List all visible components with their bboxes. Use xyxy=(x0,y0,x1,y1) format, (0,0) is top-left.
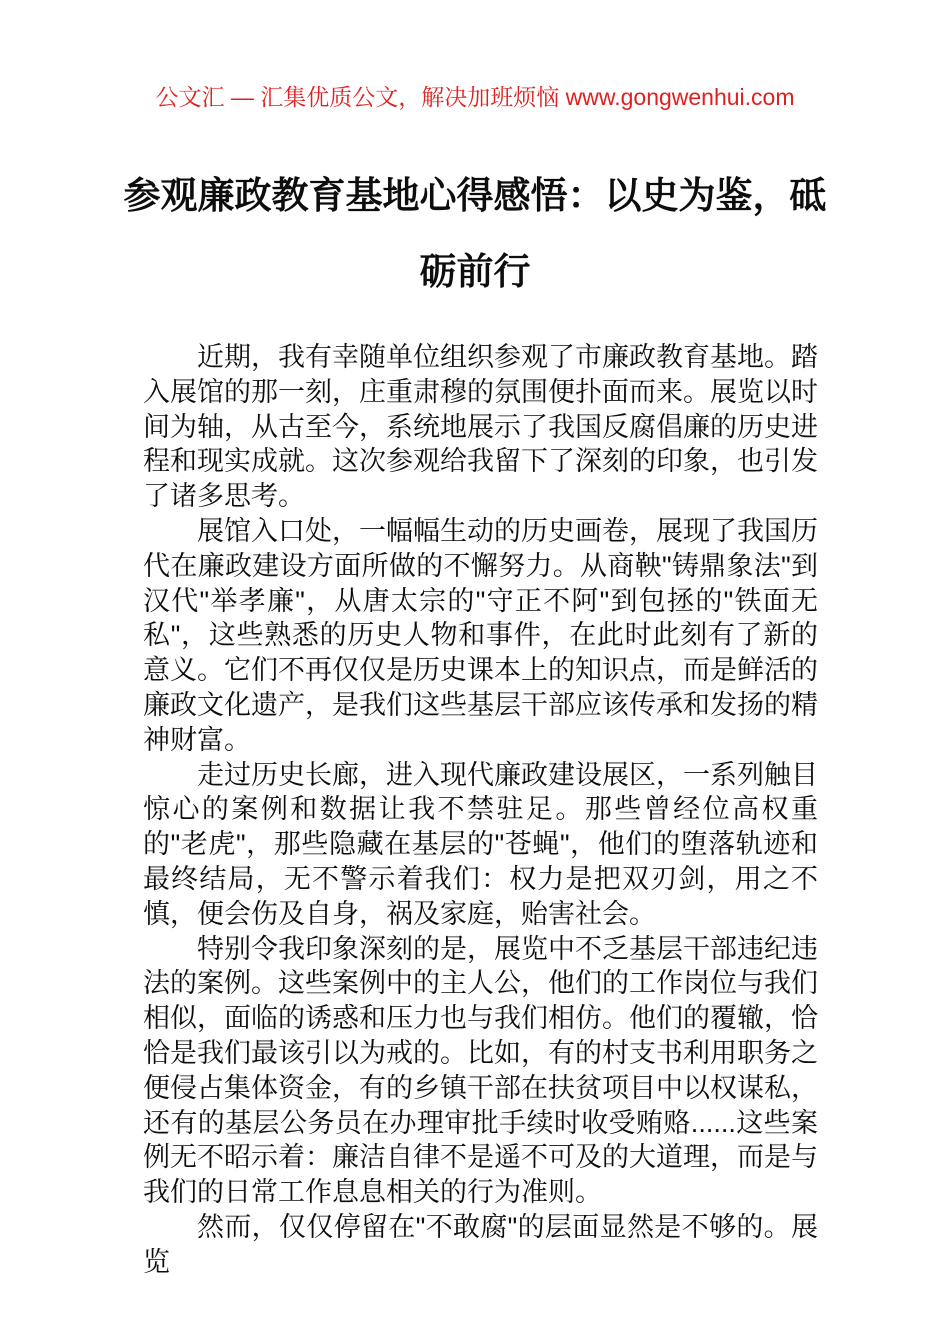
body-paragraph: 特别令我印象深刻的是，展览中不乏基层干部违纪违法的案例。这些案例中的主人公，他们的工作岗位与我们相似，面临的诱惑和压力也与我们相仿。他们的覆辙，恰恰是我们最该引以为戒的。比如，有的村支书利用职务之便侵占集体资金，有的乡镇干部在扶贫项目中以权谋私，还有的基层公务员在办理审批手续时收受贿赂......这些案例无不昭示着：廉洁自律不是遥不可及的大道理，而是与我们的日常工作息息相关的行为准则。 xyxy=(143,933,818,1208)
site-banner: 公文汇 — 汇集优质公文，解决加班烦恼 www.gongwenhui.com xyxy=(155,84,795,110)
body-paragraph: 近期，我有幸随单位组织参观了市廉政教育基地。踏入展馆的那一刻，庄重肃穆的氛围便扑面而来。展览以时间为轴，从古至今，系统地展示了我国反腐倡廉的历史进程和现实成就。这次参观给我留下了深刻的印象，也引发了诸多思考。 xyxy=(143,342,818,512)
body-paragraph: 走过历史长廊，进入现代廉政建设展区，一系列触目惊心的案例和数据让我不禁驻足。那些曾经位高权重的"老虎"，那些隐藏在基层的"苍蝇"，他们的堕落轨迹和最终结局，无不警示着我们：权力是把双刃剑，用之不慎，便会伤及自身，祸及家庭，贻害社会。 xyxy=(143,759,818,929)
body-paragraph: 展馆入口处，一幅幅生动的历史画卷，展现了我国历代在廉政建设方面所做的不懈努力。从商鞅"铸鼎象法"到汉代"举孝廉"，从唐太宗的"守正不阿"到包拯的"铁面无私"，这些熟悉的历史人物和事件，在此时此刻有了新的意义。它们不再仅仅是历史课本上的知识点，而是鲜活的廉政文化遗产，是我们这些基层干部应该传承和发扬的精神财富。 xyxy=(143,515,818,755)
document-body xyxy=(0,340,950,1280)
body-paragraph: 然而，仅仅停留在"不敢腐"的层面显然是不够的。展览 xyxy=(143,1211,818,1277)
document-title: 参观廉政教育基地心得感悟：以史为鉴，砥砺前行 xyxy=(123,175,827,292)
